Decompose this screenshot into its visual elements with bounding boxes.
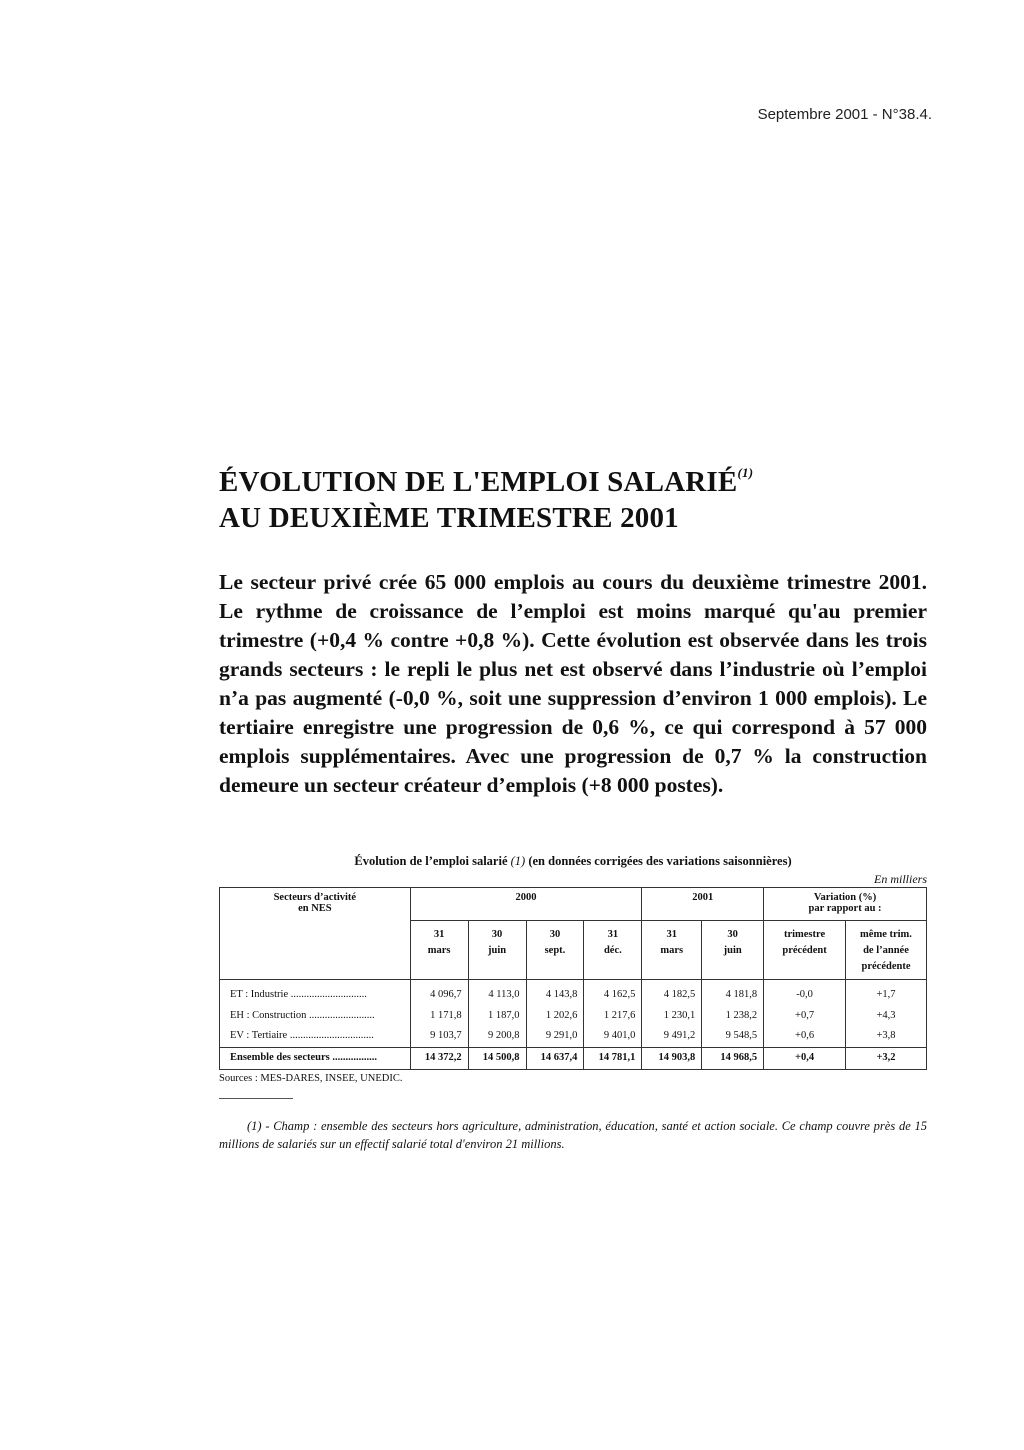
row-var-year: +3,8 — [846, 1028, 927, 1048]
header-col-3-day: 30 — [549, 929, 561, 940]
table-cell: 4 096,7 — [410, 980, 468, 1008]
header-year-2000: 2000 — [410, 888, 642, 921]
employment-table-block — [219, 852, 927, 1153]
page-title — [219, 455, 939, 536]
header-variation — [764, 888, 927, 921]
header-col-6 — [702, 921, 764, 980]
header-sectors-line-2: en NES — [298, 903, 332, 914]
title-line-1: ÉVOLUTION DE L'EMPLOI SALARIÉ — [219, 466, 738, 498]
caption-note-ref: (1) — [510, 854, 526, 868]
header-var-prev — [764, 921, 846, 980]
header-col-5 — [642, 921, 702, 980]
header-col-2-day: 30 — [491, 929, 503, 940]
table-row — [220, 1008, 927, 1028]
header-col-5-day: 31 — [666, 929, 678, 940]
row-label: ET : Industrie ............................. — [230, 989, 367, 1000]
header-col-1-month: mars — [427, 945, 451, 956]
total-cell: 14 903,8 — [642, 1048, 702, 1070]
table-caption — [219, 852, 927, 871]
row-label: EV : Tertiaire ................................ — [230, 1029, 374, 1041]
footnote-divider — [219, 1098, 293, 1099]
header-var-year-line-2: de l’année — [863, 945, 909, 956]
table-cell: 1 230,1 — [642, 1008, 702, 1028]
caption-start: Évolution de l’emploi salarié — [354, 854, 508, 868]
row-var-year: +1,7 — [846, 980, 927, 1008]
table-cell: 4 182,5 — [642, 980, 702, 1008]
table-cell: 4 113,0 — [468, 980, 526, 1008]
header-sectors-line-1: Secteurs d’activité — [273, 892, 357, 903]
table-cell: 9 103,7 — [410, 1028, 468, 1048]
table-cell: 4 162,5 — [584, 980, 642, 1008]
header-var-year — [846, 921, 927, 980]
header-col-1-day: 31 — [433, 929, 445, 940]
total-var-year: +3,2 — [846, 1048, 927, 1070]
header-variation-line-1: Variation (%) — [813, 892, 877, 903]
total-cell: 14 637,4 — [526, 1048, 584, 1070]
header-variation-line-2: par rapport au : — [808, 903, 882, 914]
table-sources: Sources : MES-DARES, INSEE, UNEDIC. — [219, 1073, 403, 1084]
table-cell: 4 181,8 — [702, 980, 764, 1008]
table-row — [220, 1028, 927, 1048]
table-body — [220, 980, 927, 1048]
total-cell: 14 781,1 — [584, 1048, 642, 1070]
header-col-6-month: juin — [723, 945, 742, 956]
total-cell: 14 372,2 — [410, 1048, 468, 1070]
table-cell: 1 202,6 — [526, 1008, 584, 1028]
row-var-year: +4,3 — [846, 1008, 927, 1028]
table-cell: 1 238,2 — [702, 1008, 764, 1028]
header-col-3 — [526, 921, 584, 980]
table-cell: 9 291,0 — [526, 1028, 584, 1048]
table-cell: 1 171,8 — [410, 1008, 468, 1028]
total-cell: 14 500,8 — [468, 1048, 526, 1070]
title-line-2: AU DEUXIÈME TRIMESTRE 2001 — [219, 502, 679, 534]
table-unit: En milliers — [874, 872, 927, 886]
header-col-6-day: 30 — [727, 929, 738, 940]
header-col-4-day: 31 — [607, 929, 619, 940]
header-col-2-month: juin — [488, 945, 507, 956]
table-cell: 1 217,6 — [584, 1008, 642, 1028]
header-col-3-month: sept. — [544, 945, 566, 956]
total-cell: 14 968,5 — [702, 1048, 764, 1070]
title-note-ref: (1) — [737, 465, 754, 480]
issue-reference: Septembre 2001 - N°38.4. — [757, 106, 932, 123]
table-cell: 9 401,0 — [584, 1028, 642, 1048]
row-var-quarter: +0,6 — [764, 1028, 846, 1048]
header-col-4 — [584, 921, 642, 980]
table-cell: 1 187,0 — [468, 1008, 526, 1028]
header-var-year-line-1: même trim. — [860, 929, 912, 940]
header-col-1 — [410, 921, 468, 980]
table-cell: 9 200,8 — [468, 1028, 526, 1048]
lead-paragraph: Le secteur privé crée 65 000 emplois au cours du deuxième trimestre 2001. Le rythme de croissance de l’emploi est moins marqué qu'au premier trimestre (+0,4 % contre +0,8 %). Cette évolution est observée dans les trois grands secteurs : le repli le plus net est observé dans l’industrie où l’emploi n’a pas augmenté (-0,0 %, soit une suppression d’environ 1 000 emplois). Le tertiaire enregistre une progression de 0,6 %, ce qui correspond à 57 000 emplois supplémentaires. Avec une progression de 0,7 % la construction demeure un secteur créateur d’emplois (+8 000 postes). — [219, 570, 927, 797]
table-cell: 4 143,8 — [526, 980, 584, 1008]
table-row — [220, 980, 927, 1008]
row-var-quarter: -0,0 — [764, 980, 846, 1008]
table-total-row — [220, 1048, 927, 1070]
total-label: Ensemble des secteurs ................. — [230, 1052, 377, 1063]
header-col-5-month: mars — [660, 945, 684, 956]
employment-table — [219, 887, 927, 1070]
header-col-2 — [468, 921, 526, 980]
row-var-quarter: +0,7 — [764, 1008, 846, 1028]
table-cell: 9 548,5 — [702, 1028, 764, 1048]
header-year-2001: 2001 — [642, 888, 764, 921]
row-label: EH : Construction ......................... — [230, 1009, 375, 1021]
header-sectors — [220, 888, 411, 980]
total-var-quarter: +0,4 — [764, 1048, 846, 1070]
header-var-prev-line-2: précédent — [782, 945, 827, 956]
footnote: (1) - Champ : ensemble des secteurs hors agriculture, administration, éducation, santé et action sociale. Ce champ couvre près de 15 millions de salariés sur un effectif salarié total d'environ 21 millions. — [219, 1119, 927, 1151]
header-var-year-line-3: précédente — [861, 961, 911, 972]
header-col-4-month: déc. — [603, 945, 622, 956]
table-cell: 9 491,2 — [642, 1028, 702, 1048]
header-var-prev-line-1: trimestre — [783, 929, 826, 940]
caption-end: (en données corrigées des variations saisonnières) — [528, 854, 792, 868]
